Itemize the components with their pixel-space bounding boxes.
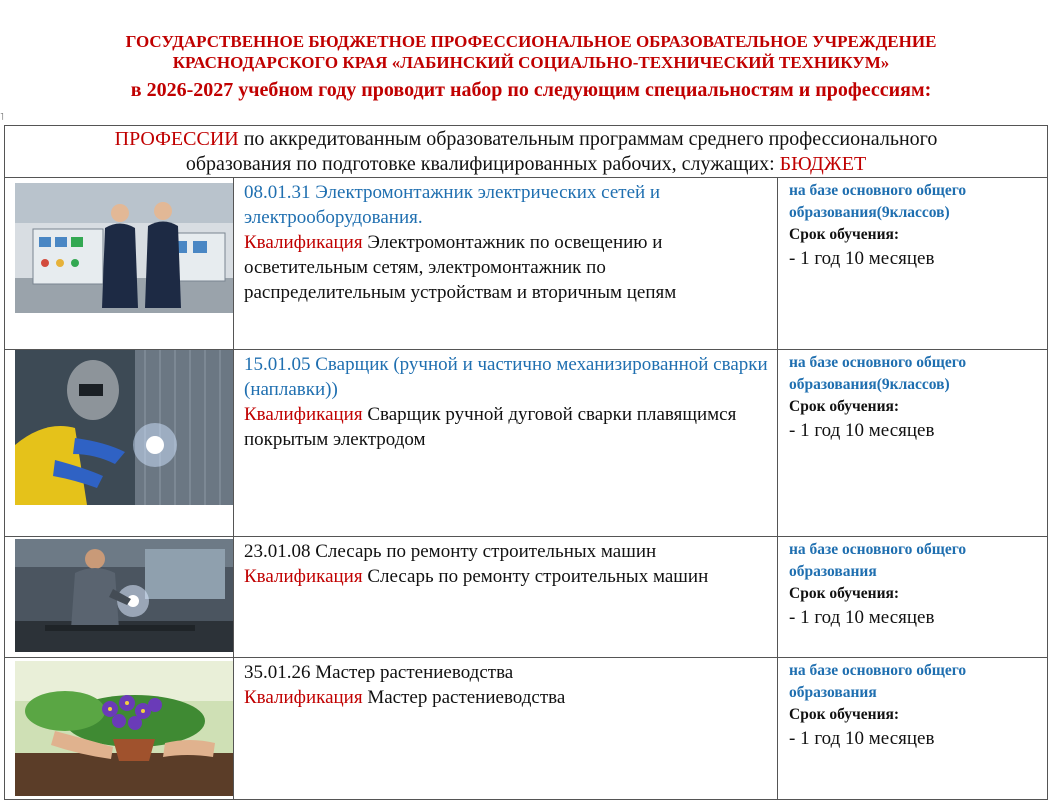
term-value: - 1 год 10 месяцев xyxy=(789,248,935,269)
table-row xyxy=(5,350,1047,537)
qualification-text: Электромонтажник по освещению и осветительным сетям, электромонтажник по распределительным устройствам и вторичным цепям xyxy=(244,232,677,303)
margin-mark: ˥ xyxy=(0,112,4,123)
program-description xyxy=(234,658,778,799)
table-row xyxy=(5,537,1047,658)
header-line-1: ГОСУДАРСТВЕННОЕ БЮДЖЕТНОЕ ПРОФЕССИОНАЛЬНОЕ ОБРАЗОВАТЕЛЬНОЕ УЧРЕЖДЕНИЕ xyxy=(125,32,937,51)
term-value: - 1 год 10 месяцев xyxy=(789,420,935,441)
table-header-text-a: по аккредитованным образовательным программам среднего профессионального xyxy=(238,128,938,150)
mechanic-photo xyxy=(15,539,233,652)
table-header-line-2 xyxy=(5,152,1047,177)
professions-label: ПРОФЕССИИ xyxy=(114,128,239,150)
qualification-label: Квалификация xyxy=(244,687,363,708)
electricians-photo xyxy=(15,183,233,313)
photo-cell xyxy=(5,350,234,536)
qualification xyxy=(244,402,769,452)
photo-cell xyxy=(5,537,234,657)
program-title: 23.01.08 Слесарь по ремонту строительных машин xyxy=(244,541,657,562)
qualification-text: Мастер растениеводства xyxy=(362,687,566,708)
qualification xyxy=(244,230,769,305)
term-label: Срок обучения: xyxy=(789,585,900,602)
study-terms xyxy=(778,178,1047,349)
study-terms xyxy=(778,350,1047,536)
qualification-label: Квалификация xyxy=(244,404,363,425)
table-header xyxy=(5,126,1047,178)
header-line-2: КРАСНОДАРСКОГО КРАЯ «ЛАБИНСКИЙ СОЦИАЛЬНО-ТЕХНИЧЕСКИЙ ТЕХНИКУМ» xyxy=(172,53,890,72)
program-title: 35.01.26 Мастер растениеводства xyxy=(244,662,514,683)
education-base: на базе основного общего образования xyxy=(789,541,967,580)
study-terms xyxy=(778,537,1047,657)
study-terms xyxy=(778,658,1047,799)
header-line-3: в 2026-2027 учебном году проводит набор по следующим специальностям и профессиям: xyxy=(130,79,932,101)
qualification-label: Квалификация xyxy=(244,566,363,587)
qualification xyxy=(244,564,769,589)
table-row xyxy=(5,178,1047,350)
program-title: 08.01.31 Электромонтажник электрических сетей и электрооборудования. xyxy=(244,182,661,228)
program-description xyxy=(234,178,778,349)
table-row xyxy=(5,658,1047,799)
budget-label: БЮДЖЕТ xyxy=(779,153,867,175)
program-description xyxy=(234,350,778,536)
term-label: Срок обучения: xyxy=(789,398,900,415)
term-label: Срок обучения: xyxy=(789,706,900,723)
table-header-line-1 xyxy=(5,127,1047,152)
table-header-text-b: образования по подготовке квалифицированных рабочих, служащих: xyxy=(185,153,780,175)
education-base: на базе основного общего образования xyxy=(789,662,967,701)
photo-cell xyxy=(5,178,234,349)
education-base: на базе основного общего образования(9классов) xyxy=(789,182,967,221)
gardener-photo xyxy=(15,661,233,796)
welder-photo xyxy=(15,350,233,505)
qualification xyxy=(244,685,769,710)
program-title: 15.01.05 Сварщик (ручной и частично механизированной сварки (наплавки)) xyxy=(244,354,768,400)
education-base: на базе основного общего образования(9классов) xyxy=(789,354,967,393)
programs-table xyxy=(4,125,1048,800)
term-value: - 1 год 10 месяцев xyxy=(789,607,935,628)
program-description xyxy=(234,537,778,657)
term-value: - 1 год 10 месяцев xyxy=(789,728,935,749)
qualification-text: Сварщик ручной дуговой сварки плавящимся покрытым электродом xyxy=(244,404,737,450)
term-label: Срок обучения: xyxy=(789,226,900,243)
qualification-text: Слесарь по ремонту строительных машин xyxy=(362,566,709,587)
photo-cell xyxy=(5,658,234,799)
qualification-label: Квалификация xyxy=(244,232,363,253)
